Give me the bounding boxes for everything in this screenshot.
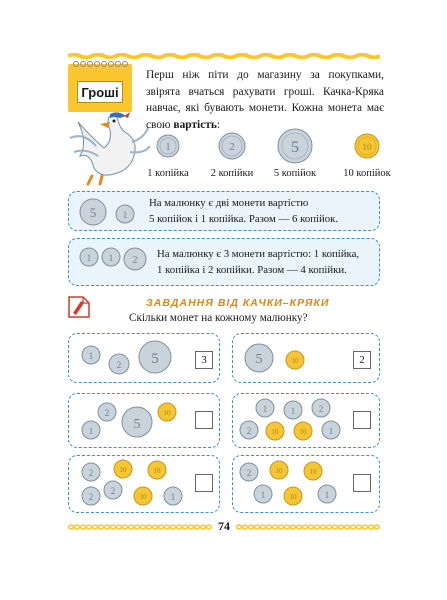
- svg-text:2: 2: [229, 141, 235, 153]
- coin-labels-row: [147, 168, 400, 182]
- svg-text:1: 1: [290, 406, 296, 416]
- svg-text:1: 1: [86, 253, 92, 263]
- svg-text:2: 2: [318, 404, 324, 414]
- example-box-2: [68, 238, 380, 286]
- exercise-box-2: [232, 333, 380, 383]
- exercise-1-coins: [69, 334, 189, 384]
- svg-text:10: 10: [139, 493, 147, 501]
- svg-text:2: 2: [104, 408, 110, 418]
- exercise-box-5: [68, 455, 220, 513]
- svg-text:1: 1: [170, 492, 176, 502]
- example-1-line-2: 5 копійок і 1 копійка. Разом — 6 копійок.: [149, 212, 339, 225]
- svg-text:10: 10: [362, 142, 372, 152]
- coin-label-10: 10 копійок: [343, 168, 391, 179]
- intro-bold-word: вартість: [173, 118, 217, 131]
- section-title-notepad: [68, 64, 132, 112]
- exercise-3-answer-box[interactable]: [195, 411, 213, 429]
- example-2-text: [157, 247, 359, 278]
- intro-text: Перш ніж піти до магазину за покупками, звірята вчаться рахувати гроші. Качка-Кряка навчає, які бувають монети. Кожна монета має свою: [146, 69, 384, 131]
- example-1-line-1: На малюнку є дві монети вартістю: [149, 197, 309, 209]
- svg-text:1: 1: [88, 351, 94, 361]
- exercise-5-answer-box[interactable]: [195, 474, 213, 492]
- svg-text:2: 2: [88, 468, 94, 478]
- task-heading: ЗАВДАННЯ ВІД КАЧКИ–КРЯКИ: [146, 297, 330, 309]
- exercise-box-6: [232, 455, 380, 513]
- coin-label-1: 1 копійка: [147, 168, 189, 179]
- page-number: 74: [212, 518, 236, 534]
- example-2-line-1: На малюнку є 3 монети вартістю: 1 копійка,: [157, 248, 360, 260]
- exercise-box-1: [68, 333, 220, 383]
- svg-text:10: 10: [299, 428, 307, 436]
- exercise-3-coins: [69, 394, 189, 449]
- svg-text:1: 1: [324, 490, 330, 500]
- intro-paragraph: [146, 67, 384, 133]
- svg-text:1: 1: [122, 210, 128, 220]
- svg-text:2: 2: [116, 360, 122, 370]
- goose-illustration: [70, 112, 150, 190]
- svg-text:10: 10: [275, 467, 283, 475]
- exercise-box-4: [232, 393, 380, 448]
- svg-text:10: 10: [271, 428, 279, 436]
- exercise-6-answer-box[interactable]: [353, 474, 371, 492]
- example-1-coins: [77, 195, 141, 229]
- svg-text:10: 10: [289, 493, 297, 501]
- exercise-1-answer-box[interactable]: 3: [195, 351, 213, 369]
- coin-5-kopiyok-icon: [278, 129, 312, 163]
- coin-2-kopiyky-icon: [219, 133, 245, 159]
- section-title: Гроші: [77, 81, 123, 103]
- coin-1-kopiyka-icon: [157, 135, 179, 157]
- task-question: Скільки монет на кожному малюнку?: [129, 312, 308, 324]
- intro-end: :: [216, 118, 221, 131]
- svg-text:10: 10: [309, 468, 317, 476]
- svg-text:2: 2: [110, 486, 116, 496]
- exercise-5-coins: [69, 456, 189, 514]
- coin-values-row: [150, 128, 400, 164]
- exercise-2-answer-box[interactable]: 2: [353, 351, 371, 369]
- svg-text:1: 1: [262, 404, 268, 414]
- svg-text:5: 5: [133, 417, 141, 432]
- example-1-text: [149, 196, 338, 227]
- example-box-1: [68, 191, 380, 231]
- svg-text:10: 10: [291, 357, 299, 365]
- coin-label-2: 2 копійки: [210, 168, 254, 179]
- svg-text:2: 2: [246, 468, 252, 478]
- svg-text:2: 2: [88, 492, 94, 502]
- exercise-6-coins: [233, 456, 351, 514]
- svg-text:1: 1: [108, 253, 114, 263]
- svg-text:1: 1: [328, 426, 334, 436]
- exercise-2-coins: [233, 334, 333, 384]
- exercise-4-answer-box[interactable]: [353, 411, 371, 429]
- exercise-4-coins: [233, 394, 351, 449]
- svg-text:1: 1: [260, 490, 266, 500]
- svg-text:5: 5: [255, 352, 263, 367]
- top-decorative-rule: [68, 53, 380, 59]
- example-2-line-2: 1 копійка і 2 копійки. Разом — 4 копійки.: [157, 263, 347, 276]
- svg-text:1: 1: [88, 426, 94, 436]
- svg-text:2: 2: [246, 426, 252, 436]
- example-2-coins: [75, 243, 153, 283]
- svg-text:5: 5: [89, 205, 97, 220]
- svg-text:1: 1: [165, 142, 171, 153]
- exercise-box-3: [68, 393, 220, 448]
- svg-text:10: 10: [119, 466, 127, 474]
- svg-text:10: 10: [153, 467, 161, 475]
- task-pencil-icon: [67, 293, 93, 319]
- coin-10-kopiyok-icon: [355, 134, 379, 158]
- svg-text:2: 2: [132, 255, 138, 266]
- coin-label-5: 5 копійок: [273, 168, 317, 179]
- svg-text:5: 5: [151, 351, 159, 367]
- notepad-rings-icon: [72, 60, 128, 68]
- svg-text:5: 5: [291, 139, 299, 156]
- svg-text:10: 10: [163, 409, 171, 417]
